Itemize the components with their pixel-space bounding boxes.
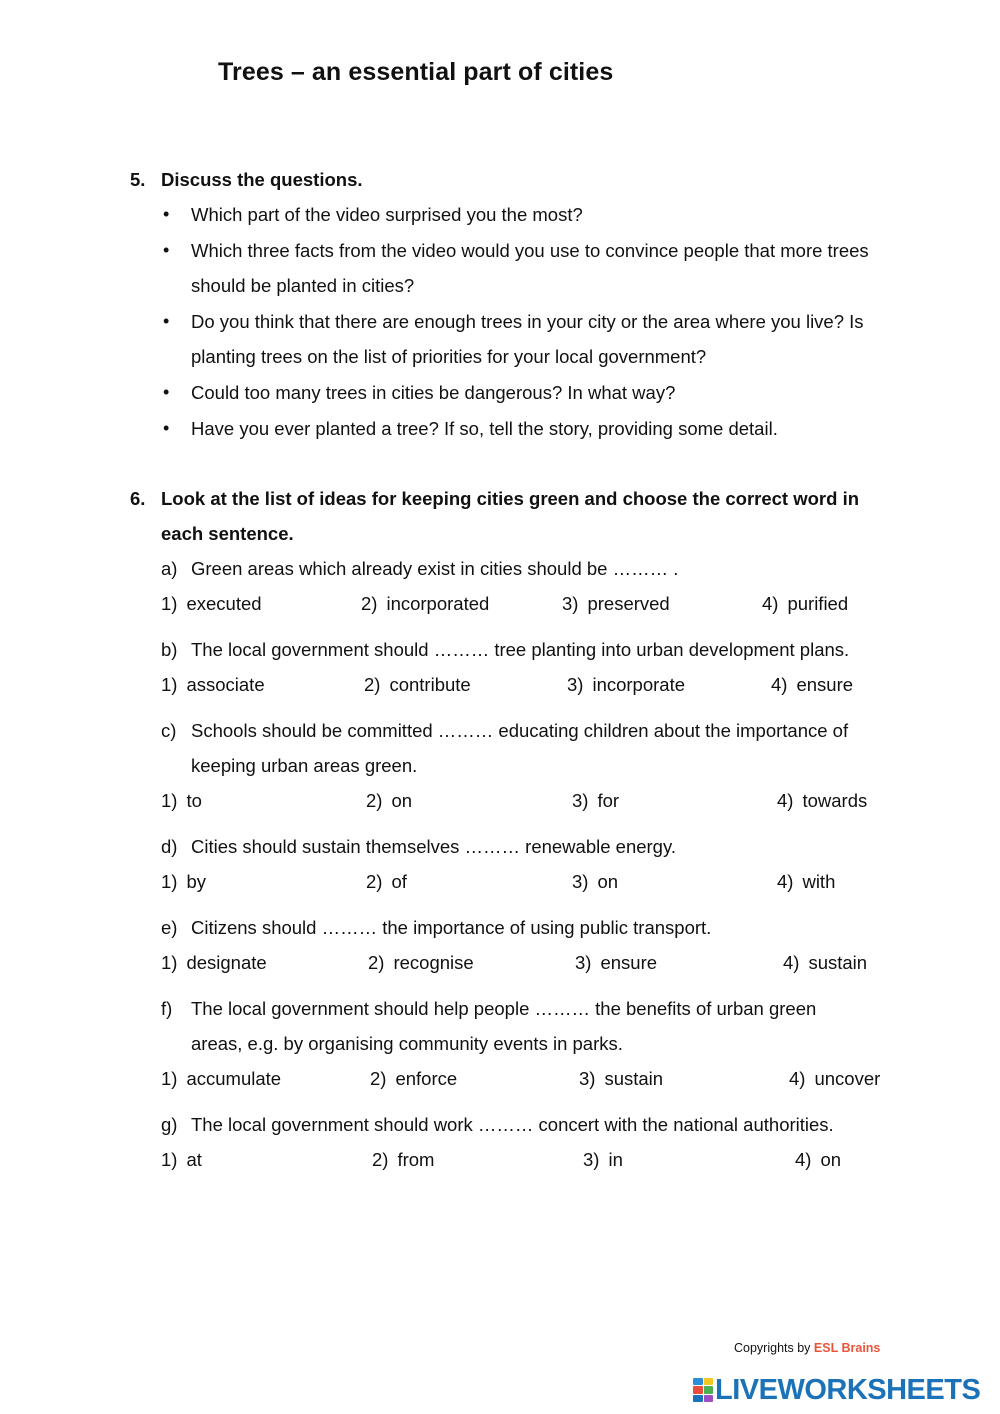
option-2[interactable]: 2) on xyxy=(366,790,413,811)
question-text: Citizens should ……… the importance of using public transport. xyxy=(191,917,712,938)
brand-name: ESL Brains xyxy=(813,1341,881,1355)
copyright-notice xyxy=(734,1341,880,1355)
option-3[interactable]: 3) in xyxy=(583,1149,623,1170)
liveworksheets-logo-icon xyxy=(693,1378,713,1402)
discussion-item: • Which part of the video surprised you the most? xyxy=(130,197,891,232)
option-4[interactable]: 4) sustain xyxy=(783,952,868,973)
question-g xyxy=(130,1107,850,1142)
copyright-prefix: Copyrights by xyxy=(734,1341,811,1355)
option-4[interactable]: 4) on xyxy=(795,1149,842,1170)
option-2[interactable]: 2) from xyxy=(372,1149,435,1170)
section-6 xyxy=(130,481,910,1188)
option-1[interactable]: 1) designate xyxy=(161,952,267,973)
option-1[interactable]: 1) to xyxy=(161,790,202,811)
options-c xyxy=(130,783,910,818)
option-3[interactable]: 3) for xyxy=(572,790,620,811)
question-letter: a) xyxy=(161,558,178,579)
discussion-list xyxy=(130,197,910,446)
section-5 xyxy=(130,162,910,447)
option-2[interactable]: 2) incorporated xyxy=(361,593,490,614)
logo-text: LIVEWORKSHEETS xyxy=(715,1374,981,1406)
discussion-item: • Could too many trees in cities be dangerous? In what way? xyxy=(130,375,891,410)
option-3[interactable]: 3) sustain xyxy=(579,1068,664,1089)
option-4[interactable]: 4) towards xyxy=(777,790,868,811)
question-e xyxy=(130,910,850,945)
option-1[interactable]: 1) associate xyxy=(161,674,265,695)
option-3[interactable]: 3) preserved xyxy=(562,593,670,614)
question-d xyxy=(130,829,850,864)
options-b xyxy=(130,667,910,702)
question-c xyxy=(130,713,850,783)
options-f xyxy=(130,1061,910,1096)
option-3[interactable]: 3) ensure xyxy=(575,952,658,973)
option-4[interactable]: 4) purified xyxy=(762,593,849,614)
option-4[interactable]: 4) ensure xyxy=(771,674,854,695)
option-2[interactable]: 2) recognise xyxy=(368,952,474,973)
section-6-heading-text: Look at the list of ideas for keeping cities green and choose the correct word in each sentence. xyxy=(161,488,860,544)
option-1[interactable]: 1) executed xyxy=(161,593,262,614)
option-2[interactable]: 2) enforce xyxy=(370,1068,458,1089)
option-2[interactable]: 2) contribute xyxy=(364,674,471,695)
option-3[interactable]: 3) incorporate xyxy=(567,674,686,695)
question-text: Green areas which already exist in cities should be ……… . xyxy=(191,558,679,579)
options-g xyxy=(130,1142,910,1177)
question-letter: c) xyxy=(161,720,177,741)
option-3[interactable]: 3) on xyxy=(572,871,619,892)
discussion-item: • Have you ever planted a tree? If so, tell the story, providing some detail. xyxy=(130,411,891,446)
section-6-number: 6. xyxy=(130,488,146,509)
question-text: Schools should be committed ……… educating children about the importance of keeping urban areas green. xyxy=(191,720,849,776)
question-letter: b) xyxy=(161,639,178,660)
liveworksheets-logo[interactable] xyxy=(693,1374,980,1406)
question-text: The local government should help people ……… the benefits of urban green areas, e.g. by organising community events in parks. xyxy=(191,998,817,1054)
question-letter: d) xyxy=(161,836,178,857)
option-1[interactable]: 1) by xyxy=(161,871,206,892)
option-1[interactable]: 1) accumulate xyxy=(161,1068,282,1089)
option-4[interactable]: 4) with xyxy=(777,871,836,892)
section-5-heading xyxy=(130,162,910,197)
question-b xyxy=(130,632,850,667)
option-2[interactable]: 2) of xyxy=(366,871,407,892)
question-letter: e) xyxy=(161,917,178,938)
question-letter: f) xyxy=(161,998,173,1019)
question-letter: g) xyxy=(161,1114,178,1135)
section-5-number: 5. xyxy=(130,169,146,190)
question-text: The local government should work ……… concert with the national authorities. xyxy=(191,1114,834,1135)
options-e xyxy=(130,945,910,980)
page-title: Trees – an essential part of cities xyxy=(218,58,614,86)
section-6-heading xyxy=(130,481,910,551)
question-a xyxy=(130,551,850,586)
question-text: Cities should sustain themselves ……… renewable energy. xyxy=(191,836,676,857)
options-d xyxy=(130,864,910,899)
question-f xyxy=(130,991,850,1061)
option-4[interactable]: 4) uncover xyxy=(789,1068,881,1089)
option-1[interactable]: 1) at xyxy=(161,1149,202,1170)
discussion-item: • Do you think that there are enough trees in your city or the area where you live? Is planting trees on the list of priorities for your local government? xyxy=(130,304,891,374)
section-5-heading-text: Discuss the questions. xyxy=(161,169,363,190)
options-a xyxy=(130,586,910,621)
discussion-item: • Which three facts from the video would you use to convince people that more trees should be planted in cities? xyxy=(130,233,891,303)
question-text: The local government should ……… tree planting into urban development plans. xyxy=(191,639,850,660)
